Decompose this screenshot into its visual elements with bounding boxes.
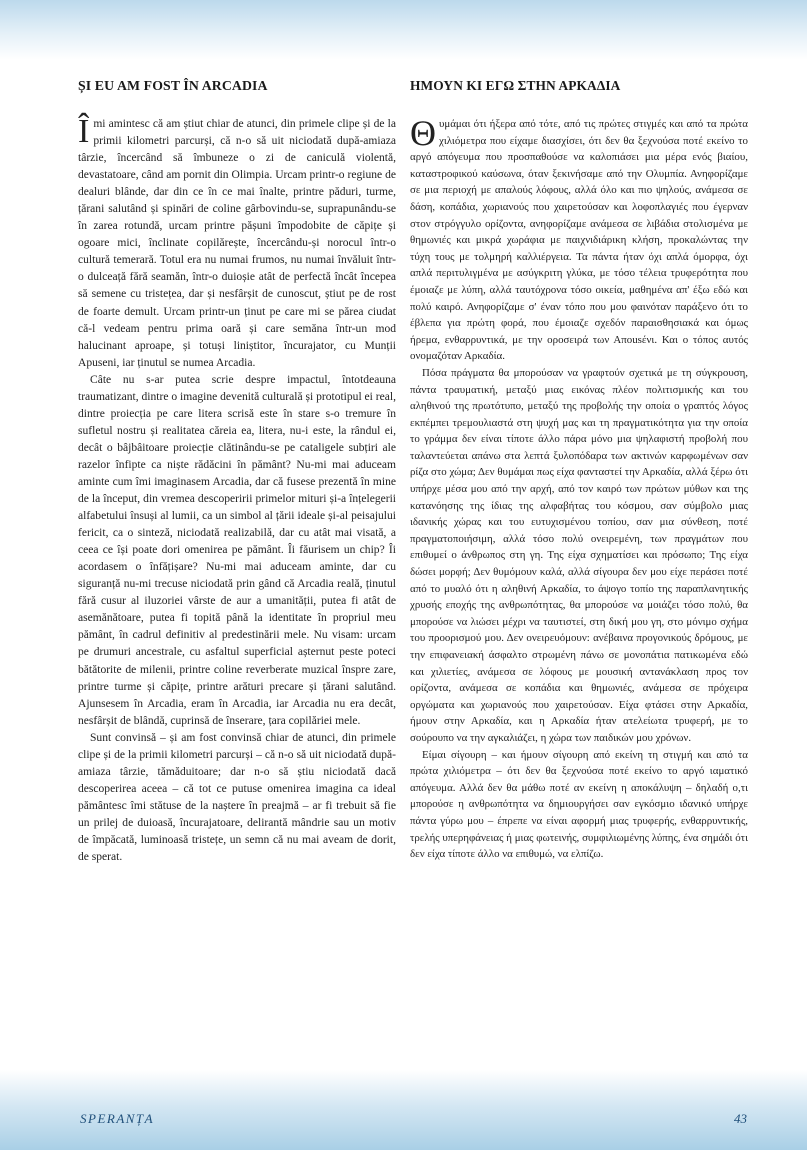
romanian-dropcap: Î	[78, 113, 90, 150]
romanian-paragraph-1-text: mi amintesc că am știut chiar de atunci, din primele clipe și de la primii kilometri parcurși, că n-o să uit niciodată după-amiaza târzie, încercând să îmbuneze o zi de caniculă violentă, devastatoare, când am pornit din Olimpia. Urcam printr-o regiune de dealuri blânde, dar din ce în ce mai înalte, printre păduri, turme, țărani salutând și spinări de coline gârbovindu-se, suprapunându-se în zarea rotundă, urcam printre pășuni împodobite de căpițe și ogoare mici, înclinate copilărește, încercându-și norocul într-o cultură temerară. Totul era nu numai frumos, nu numai învăluit într-o dulceață fără seamăn, într-o duioșie atât de perfectă încât începea să semene cu tristețea, dar și nesfârșit de cunoscut, știut pe de rost de foarte demult. Urcam printr-un ținut pe care mi se părea ciudat că-l vedeam pentru prima oară și care semăna într-un mod halucinant aproape, și totuși liniștitor, încurajator, cu Munții Apuseni, iar ținutul se numea Arcadia.	[78, 118, 396, 369]
greek-paragraph-1-text: υμάμαι ότι ήξερα από τότε, από τις πρώτες στιγμές και από τα πρώτα χιλιόμετρα που είχαμε διασχίσει, ότι δεν θα ξεχνούσα ποτέ εκείνο το αργό απόγευμα που προσπαθούσε να καλοπιάσει μια μέρα ενός βιαίου, καταστροφικού καύσωνα, όταν ξεκινήσαμε από την Ολυμπία. Ανηφορίζαμε σε μια περιοχή με απαλούς λόφους, αλλά όλο και πιο ψηλούς, ανάμεσα σε δάση, κοπάδια, χωριανούς που χαιρετούσαν και λοφοπλαγιές που έγερναν στον στρόγγυλο ορίζοντα, ανηφορίζαμε ανάμεσα σε λιβάδια στολισμένα με θημωνιές και μικρά χωράφια με παιχνιδιάρικη κλήση, προκαλώντας την τύχη τους με τολμηρή καλλιέργεια. Τα πάντα ήταν όχι απλά όμορφα, όχι απλά περιτυλιγμένα με ασύγκριτη γλύκα, με τόσο τέλεια τρυφερότητα που έμοιαζε με λύπη, αλλά ταυτόχρονα τόσο οικεία, μαθημένα απ' έξω εδώ και πολύ καιρό. Ανηφορίζαμε σ' έναν τόπο που μου φαινόταν παράξενο ότι το έβλεπα για πρώτη φορά, που έμοιαζε σχεδόν παραισθησιακά και όμως ήρεμα, ενθαρρυντικά, με την οροσειρά των Αποusένι. Και ο τόπος αυτός ονομαζόταν Αρκαδία.	[410, 118, 748, 363]
romanian-title: ȘI EU AM FOST ÎN ARCADIA	[78, 78, 268, 93]
greek-dropcap: Θ	[410, 113, 436, 153]
romanian-paragraph-1	[78, 113, 396, 372]
greek-paragraph-1	[410, 113, 748, 365]
romanian-paragraph-2: Câte nu s-ar putea scrie despre impactul, întotdeauna traumatizant, dintre o imagine devenită culturală și prototipul ei real, dintre proiecția pe care litera scrisă este în stare s-o tremure în sufletul nostru și realitatea căreia ea, litera, nu-i este, la rândul ei, decât o bâjbâitoare proiecție clătinându-se pe cataligele subțiri ale razelor înfipte ca niște rădăcini în pământ? Nu-mi mai aduceam aminte cum îmi imaginasem Arcadia, dar că fusese prezentă în mine de la început, din vremea descoperirii primelor mituri și-a înțelegerii alfabetului însuși al lumii, ca un simbol al țării ideale și-al peisajului fericit, ca o sinteză, niciodată realizabilă, dar cu atât mai visată, a ceea ce își poate dori omenirea pe pământ. Îi făurisem un chip? Îi acordasem o înfățișare? Nu-mi mai aduceam aminte, dar cu siguranță nu-mi trecuse niciodată prin gând că Arcadia reală, ținutul fără cusur al iluzoriei vârste de aur a umanității, putea fi atât de asemănătoare, putea fi topită până la identitate în propriul meu pământ, în cadrul definitiv al predestinării mele. Nu visam: urcam pe drumuri ancestrale, cu asfaltul superficial așternut peste poteci bătătorite de milenii, printre coline reverberate muzical înspre zare, printre turme și căpițe, printre arături precare și țărani salutând. Ajunsesem în Arcadia, eram în Arcadia, iar Arcadia nu era decât, nesfârșit de blândă, cuprinsă de înserare, țara copilăriei mele.	[78, 373, 396, 727]
greek-column	[410, 78, 748, 863]
greek-paragraph-2: Πόσα πράγματα θα μπορούσαν να γραφτούν σχετικά με τη σύγκρουση, πάντα τραυματική, μεταξύ μιας εικόνας πλέον πολιτισμικής και του αληθινού της πρωτότυπο, μεταξύ της προβολής την οποία ο γραπτός λόγος εκπέμπει τρεμουλιαστά στη ψυχή μας και τη πραγματικότητα για την οποία το γράμμα δεν είναι τίποτε άλλο πάρα μόνο μια ψηλαφιστή προβολή που ταλαντεύεται απάνω στα λεπτά ξυλοπόδαρα των ακτινών καρφωμένων σαν ρίζα στο χώμα; Δεν θυμάμαι πως είχα φανταστεί την Αρκαδία, αλλά ξέρω ότι υπήρχε μέσα μου από την αρχή, από τον καιρό των πρώτων μύθων και της κατανόησης της ίδιας της αλφαβήτας του κόσμου, σαν σύμβολο μιας ιδανικής χώρας και του ευτυχισμένου τοπίου, σαν μια σύνθεση, ποτέ πραγματοποιήσιμη, αλλά τόσο πολύ ονειρεμένη, των πραγμάτων που επιθυμεί ο άνθρωπος στη γη. Της είχα σχηματίσει και πρόσωπο; Της είχα δώσει μορφή; Δεν θυμόμουν καλά, αλλά σίγουρα δεν μου είχε περάσει ποτέ από το μυαλό ότι η αληθινή Αρκαδία, το άψογο τοπίο της παραπλανητικής χρυσής εποχής της ανθρωπότητας, θα μπορούσε να μοιάζει τόσο πολύ, θα μπορούσε να λιώσει μέχρι να ταυτιστεί, στη δική μου γη, στο μόνιμο σχήμα του προορισμού μου. Δεν ονειρευόμουν: ανέβαινα προγονικούς δρόμους, με την επιφανειακή άσφαλτο στρωμένη πάνω σε μονοπάτια πατικωμένα εδώ και χιλιετίες, ανάμεσα σε λόφους με μουσική αντανάκλαση προς τον ορίζοντα, ανάμεσα σε κοπάδια και θημωνιές, ανάμεσα σε πρόχειρα οργώματα και χωριανούς που χαιρετούσαν. Είχα φτάσει στην Αρκαδία, ήμουν στην Αρκαδία, και η Αρκαδία ήταν ατελείωτα τρυφερή, με το σούρουπο να την αγκαλιάζει, η χώρα των παιδικών μου χρόνων.	[410, 366, 748, 744]
page-number: 43	[734, 1111, 747, 1126]
bottom-gradient-band	[0, 1070, 807, 1150]
greek-title: ΗΜΟΥΝ ΚΙ ΕΓΩ ΣΤΗΝ ΑΡΚΑΔΙΑ	[410, 78, 621, 93]
greek-paragraph-3: Είμαι σίγουρη – και ήμουν σίγουρη από εκείνη τη στιγμή και από τα πρώτα χιλιόμετρα – ότι δεν θα ξεχνούσα ποτέ εκείνο το αργό ιαματικό απόγευμα. Αλλά δεν θα μάθω ποτέ αν εκείνη η αποκάλυψη – δηλαδή ο,τι μπορούσε η ανθρωπότητα να δημιουργήσει σαν εγκόσμιο ιδανικό υπήρχε πάντα γύρω μου – έπρεπε να είναι αφορμή μιας τρυφερής, ενθαρρυντικής, τρελής υπερηφάνειας ή μιας φωτεινής, συμφιλιωμένης λύπης, ένα σημάδι ότι δεν είχα τίποτε άλλο να επιθυμώ, να ελπίζω.	[410, 748, 748, 861]
magazine-name: SPERANȚA	[80, 1111, 155, 1126]
romanian-column	[78, 78, 396, 866]
top-gradient-band	[0, 0, 807, 60]
romanian-paragraph-3: Sunt convinsă – și am fost convinsă chiar de atunci, din primele clipe și de la primii kilometri parcurși – că n-o să uit niciodată după-amiaza târzie, tămăduitoare; dar n-o să știu niciodată dacă descoperirea aceea – că tot ce putuse omenirea imagina ca ideal pământesc îmi stătuse de la naștere în preajmă – ar fi trebuit să fie un prilej de duioasă, încurajatoare, delirantă mândrie sau un motiv de împăcată, luminoasă tristețe, un semn că nu mai aveam de dorit, de sperat.	[78, 731, 396, 864]
